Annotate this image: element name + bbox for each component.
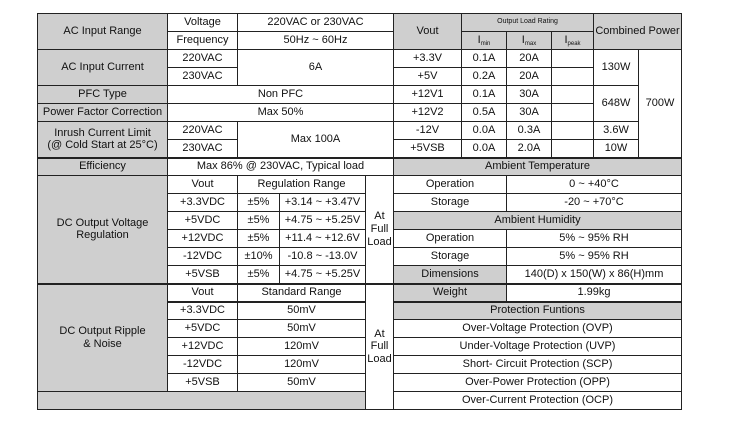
protection-item: Over-Power Protection (OPP)	[394, 374, 682, 392]
regulation-range: +4.75 ~ +5.25V	[280, 266, 366, 284]
regulation-label-line2: Regulation	[76, 229, 129, 242]
ac-current-v2: 230VAC	[168, 68, 238, 86]
rating-peak	[552, 86, 594, 104]
rating-max: 20A	[507, 68, 552, 86]
protection-title: Protection Funtions	[394, 302, 682, 320]
ripple-value: 120mV	[238, 356, 366, 374]
temp-operation-label: Operation	[394, 176, 507, 194]
dimensions-value: 140(D) x 150(W) x 86(H)mm	[507, 266, 682, 284]
regulation-tolerance: ±5%	[238, 230, 280, 248]
ripple-label-line2: & Noise	[83, 337, 122, 350]
blank-footer-cell	[38, 392, 366, 410]
imin-header	[462, 32, 507, 50]
humidity-storage-value: 5% ~ 95% RH	[507, 248, 682, 266]
humidity-operation-value: 5% ~ 95% RH	[507, 230, 682, 248]
rating-max: 30A	[507, 86, 552, 104]
ac-current-value: 6A	[238, 50, 394, 86]
rating-vout: +12V1	[394, 86, 462, 104]
regulation-vout: +5VDC	[168, 212, 238, 230]
power-factor-value: Max 50%	[168, 104, 394, 122]
inrush-v2: 230VAC	[168, 140, 238, 158]
protection-item: Short- Circuit Protection (SCP)	[394, 356, 682, 374]
rating-min: 0.0A	[462, 140, 507, 158]
imin-subscript: min	[480, 40, 491, 47]
rating-peak	[552, 104, 594, 122]
weight-label: Weight	[394, 284, 507, 302]
combined-power-header: Combined Power	[594, 14, 682, 50]
inrush-value: Max 100A	[238, 122, 394, 158]
temp-operation-value: 0 ~ +40°C	[507, 176, 682, 194]
ambient-humidity-title: Ambient Humidity	[394, 212, 682, 230]
at-full-load-text: Full	[370, 340, 389, 353]
combined-power-3: 3.6W	[594, 122, 639, 140]
efficiency-value: Max 86% @ 230VAC, Typical load	[168, 158, 394, 176]
ripple-range-header: Standard Range	[238, 284, 366, 302]
ripple-label-line1: DC Output Ripple	[59, 325, 146, 338]
inrush-v1: 220VAC	[168, 122, 238, 140]
ripple-value: 50mV	[238, 302, 366, 320]
rating-peak	[552, 68, 594, 86]
regulation-vout: +3.3VDC	[168, 194, 238, 212]
combined-power-2: 648W	[594, 86, 639, 122]
rating-max: 20A	[507, 50, 552, 68]
rating-min: 0.0A	[462, 122, 507, 140]
pfc-type-label: PFC Type	[38, 86, 168, 104]
regulation-range: +4.75 ~ +5.25V	[280, 212, 366, 230]
humidity-storage-label: Storage	[394, 248, 507, 266]
regulation-label-line1: DC Output Voltage	[56, 216, 149, 229]
imax-header	[507, 32, 552, 50]
frequency-label: Frequency	[168, 32, 238, 50]
rating-min: 0.5A	[462, 104, 507, 122]
inrush-label	[38, 122, 168, 158]
regulation-range-header: Regulation Range	[238, 176, 366, 194]
ac-input-current-label: AC Input Current	[38, 50, 168, 86]
at-full-load-text: Load	[367, 235, 392, 248]
protection-item: Over-Voltage Protection (OVP)	[394, 320, 682, 338]
efficiency-label: Efficiency	[38, 158, 168, 176]
combined-power-4: 10W	[594, 140, 639, 158]
imax-subscript: max	[524, 40, 537, 47]
at-full-load-text: At	[374, 210, 385, 223]
regulation-range: +3.14 ~ +3.47V	[280, 194, 366, 212]
temp-storage-value: -20 ~ +70°C	[507, 194, 682, 212]
imax-symbol: I	[521, 33, 525, 46]
ripple-vout-header: Vout	[168, 284, 238, 302]
regulation-tolerance: ±10%	[238, 248, 280, 266]
regulation-vout: +5VSB	[168, 266, 238, 284]
imin-symbol: I	[477, 33, 481, 46]
inrush-label-line1: Inrush Current Limit	[54, 126, 151, 139]
rating-max: 30A	[507, 104, 552, 122]
ipeak-subscript: peak	[567, 40, 581, 47]
regulation-range: +11.4 ~ +12.6V	[280, 230, 366, 248]
rating-vout: -12V	[394, 122, 462, 140]
ripple-value: 120mV	[238, 338, 366, 356]
weight-value: 1.99kg	[507, 284, 682, 302]
rating-peak	[552, 140, 594, 158]
rating-vout: +3.3V	[394, 50, 462, 68]
ripple-value: 50mV	[238, 374, 366, 392]
ripple-vout: +5VSB	[168, 374, 238, 392]
humidity-operation-label: Operation	[394, 230, 507, 248]
ipeak-header	[552, 32, 594, 50]
at-full-load-text: At	[374, 327, 385, 340]
ac-input-range-label: AC Input Range	[38, 14, 168, 50]
ripple-vout: +12VDC	[168, 338, 238, 356]
spec-table	[37, 13, 682, 410]
regulation-vout: +12VDC	[168, 230, 238, 248]
regulation-tolerance: ±5%	[238, 194, 280, 212]
rating-min: 0.1A	[462, 50, 507, 68]
ripple-vout: -12VDC	[168, 356, 238, 374]
regulation-label	[38, 176, 168, 284]
power-factor-label: Power Factor Correction	[38, 104, 168, 122]
at-full-load-text: Full	[370, 222, 389, 235]
psu-spec-sheet	[37, 13, 682, 410]
rating-vout: +12V2	[394, 104, 462, 122]
voltage-label: Voltage	[168, 14, 238, 32]
voltage-value: 220VAC or 230VAC	[238, 14, 394, 32]
rating-peak	[552, 122, 594, 140]
protection-item: Under-Voltage Protection (UVP)	[394, 338, 682, 356]
rating-min: 0.2A	[462, 68, 507, 86]
rating-peak	[552, 50, 594, 68]
ripple-value: 50mV	[238, 320, 366, 338]
output-load-rating-header: Output Load Rating	[462, 14, 594, 32]
temp-storage-label: Storage	[394, 194, 507, 212]
ripple-at-full-load	[366, 284, 394, 410]
ambient-temperature-title: Ambient Temperature	[394, 158, 682, 176]
combined-power-total: 700W	[639, 50, 682, 158]
rating-min: 0.1A	[462, 86, 507, 104]
ac-current-v1: 220VAC	[168, 50, 238, 68]
rating-vout: +5V	[394, 68, 462, 86]
regulation-vout-header: Vout	[168, 176, 238, 194]
rating-max: 2.0A	[507, 140, 552, 158]
regulation-tolerance: ±5%	[238, 212, 280, 230]
protection-item: Over-Current Protection (OCP)	[394, 392, 682, 410]
frequency-value: 50Hz ~ 60Hz	[238, 32, 394, 50]
ripple-vout: +3.3VDC	[168, 302, 238, 320]
regulation-tolerance: ±5%	[238, 266, 280, 284]
rating-max: 0.3A	[507, 122, 552, 140]
pfc-type-value: Non PFC	[168, 86, 394, 104]
at-full-load-text: Load	[367, 353, 392, 366]
vout-header: Vout	[394, 14, 462, 50]
regulation-range: -10.8 ~ -13.0V	[280, 248, 366, 266]
ipeak-symbol: I	[564, 33, 568, 46]
regulation-vout: -12VDC	[168, 248, 238, 266]
rating-vout: +5VSB	[394, 140, 462, 158]
inrush-label-line2: (@ Cold Start at 25°C)	[47, 139, 158, 152]
ripple-vout: +5VDC	[168, 320, 238, 338]
combined-power-1: 130W	[594, 50, 639, 86]
ripple-label	[38, 284, 168, 392]
dimensions-label: Dimensions	[394, 266, 507, 284]
regulation-at-full-load	[366, 176, 394, 284]
